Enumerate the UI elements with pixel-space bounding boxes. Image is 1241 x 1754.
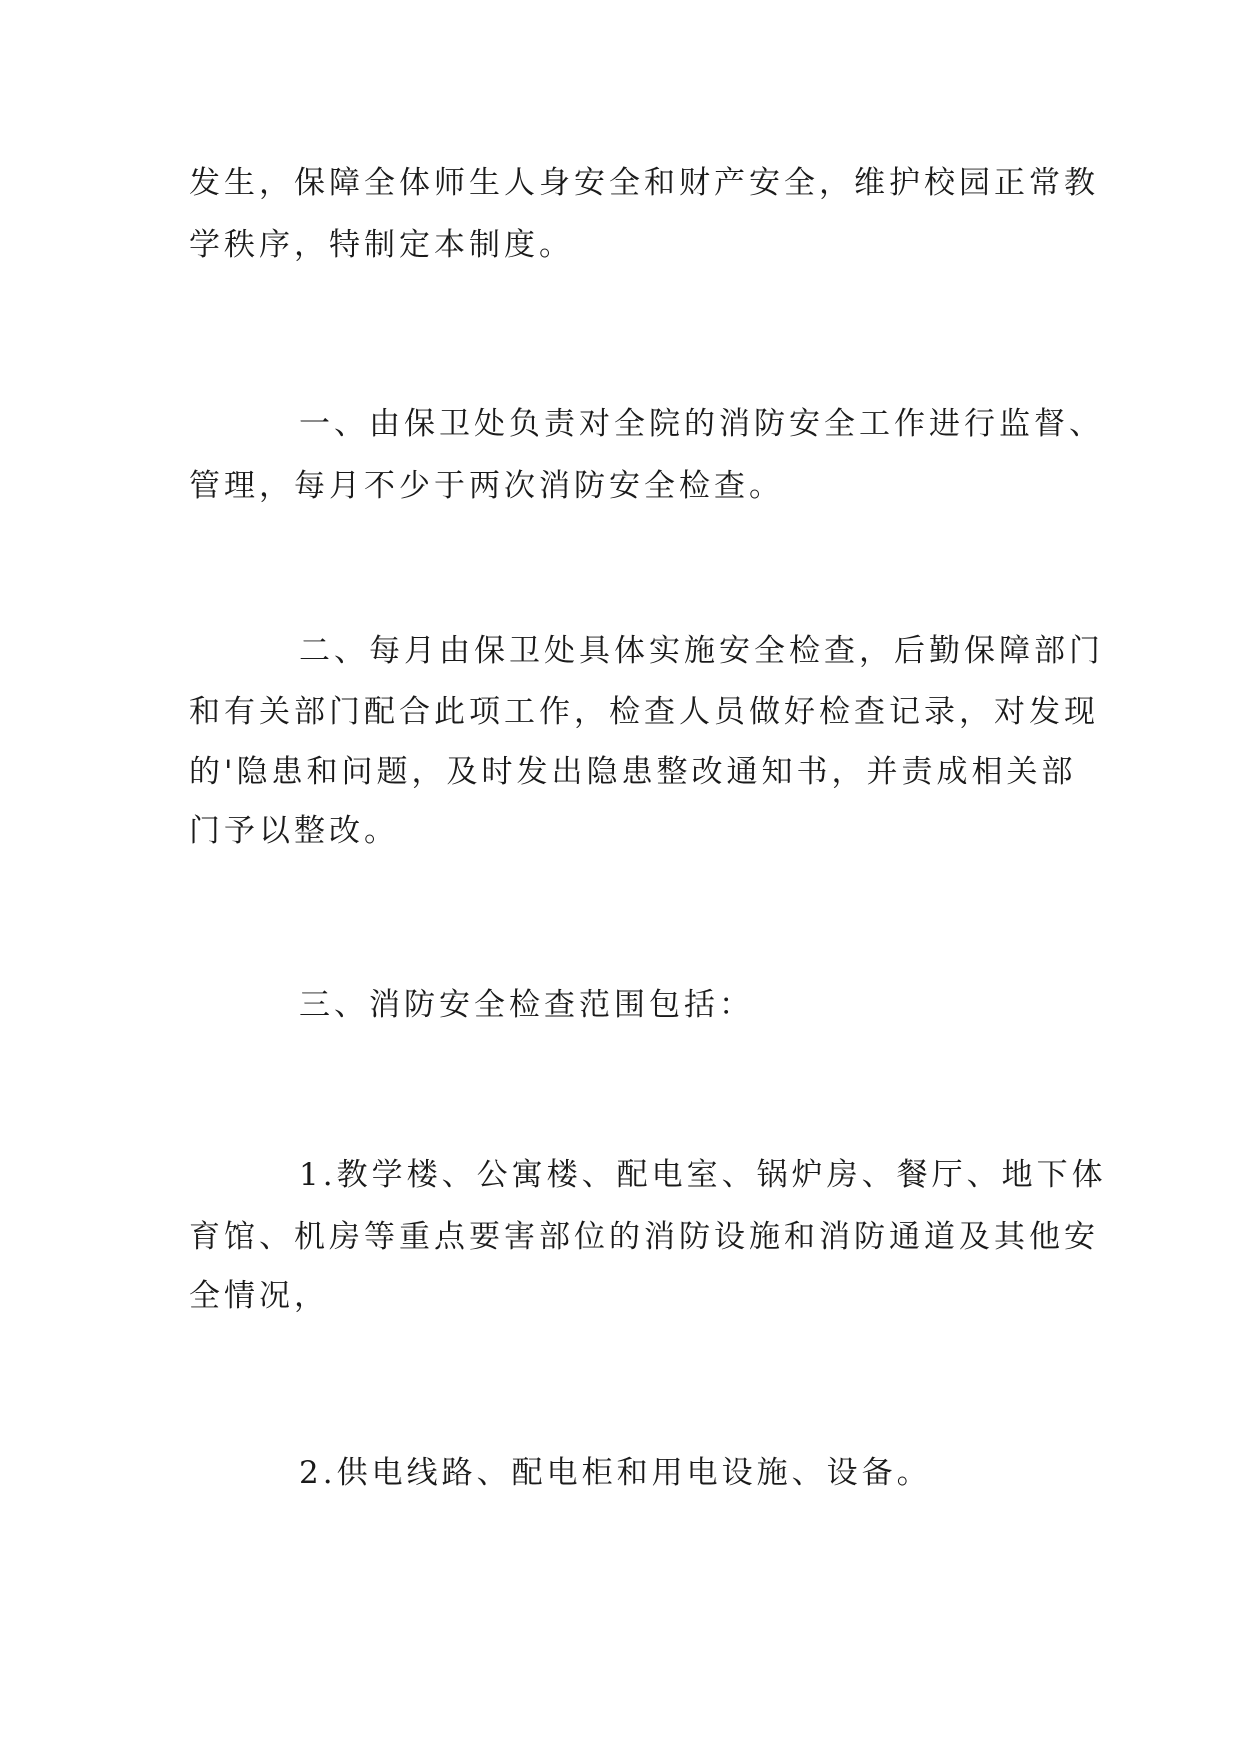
text-line: 和有关部门配合此项工作，检查人员做好检查记录，对发现: [189, 694, 1099, 730]
text-line: 育馆、机房等重点要害部位的消防设施和消防通道及其他安: [189, 1219, 1099, 1255]
text-line: 二、每月由保卫处具体实施安全检查，后勤保障部门: [299, 633, 1104, 669]
text-line: 学秩序，特制定本制度。: [189, 227, 574, 263]
text-line: 全情况，: [189, 1278, 329, 1314]
text-line: 一、由保卫处负责对全院的消防安全工作进行监督、: [299, 406, 1104, 442]
text-line: 门予以整改。: [189, 813, 399, 849]
text-line: 发生，保障全体师生人身安全和财产安全，维护校园正常教: [189, 165, 1099, 201]
text-line: 三、消防安全检查范围包括：: [299, 987, 754, 1023]
text-line: 2.供电线路、配电柜和用电设施、设备。: [299, 1455, 932, 1491]
text-line: 管理，每月不少于两次消防安全检查。: [189, 468, 784, 504]
text-line: 的'隐患和问题，及时发出隐患整改通知书，并责成相关部: [189, 754, 1077, 790]
text-line: 1.教学楼、公寓楼、配电室、锅炉房、餐厅、地下体: [299, 1157, 1107, 1193]
